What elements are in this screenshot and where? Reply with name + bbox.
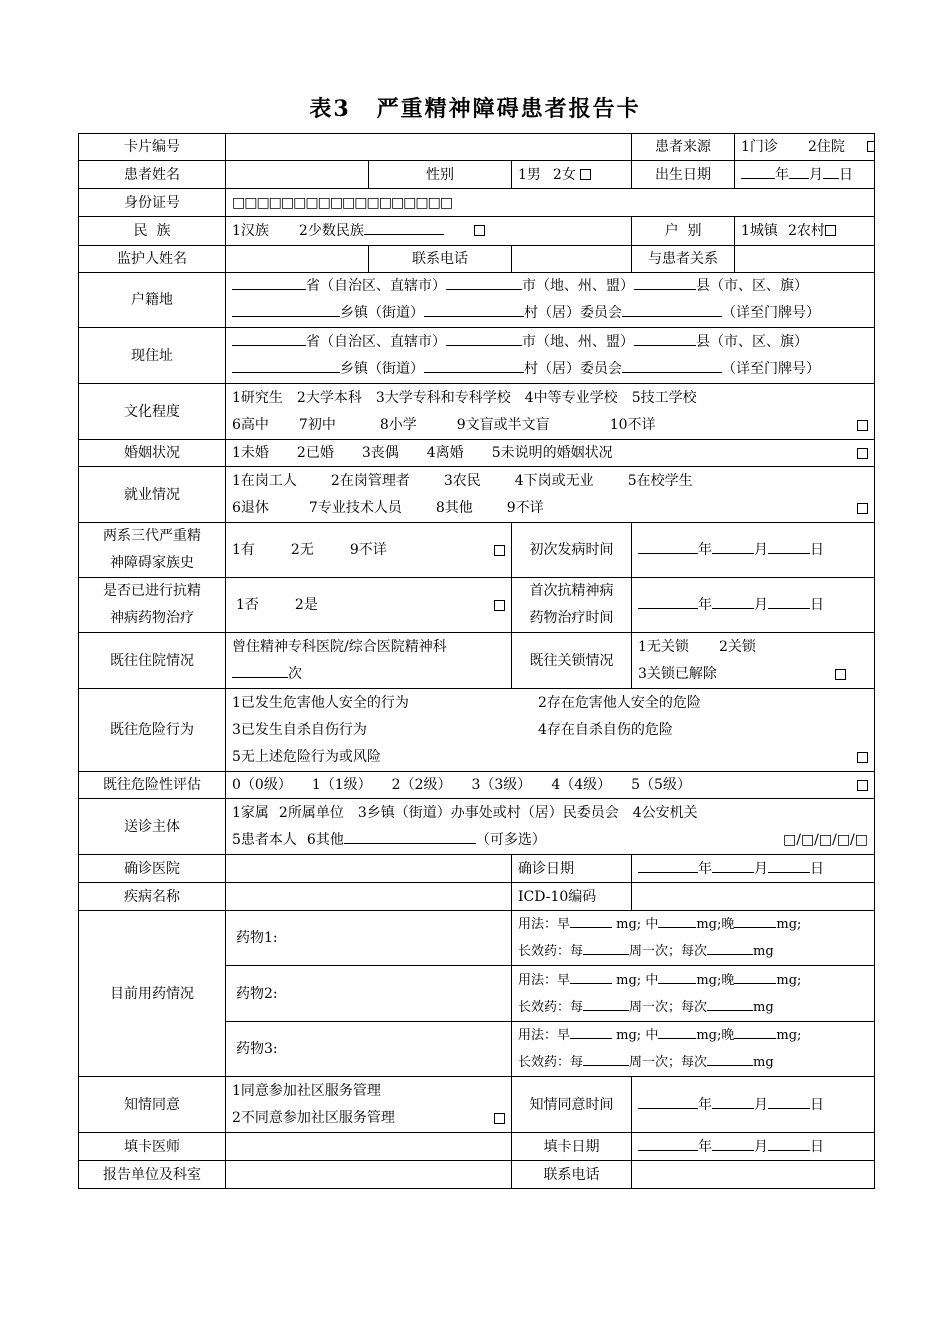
patient-source-options[interactable]: 1门诊 2住院 [735,134,875,161]
checkbox[interactable] [867,141,875,152]
sex-options[interactable]: 1男 2女 [512,161,632,189]
checkbox[interactable] [857,503,868,514]
label-icd10: ICD-10编码 [512,883,632,911]
consent-time-field[interactable]: 年 月 日 [632,1077,875,1133]
card-no-field[interactable] [226,134,632,161]
label-onset-time: 初次发病时间 [512,523,632,578]
employment-options[interactable]: 1在岗工人 2在岗管理者 3农民 4下岗或无业 5在校学生 6退休 7专业技术人员 8其他 9不详 [226,467,875,523]
ethnicity-options[interactable]: 1汉族 2少数民族 [226,217,632,246]
label-reporting-unit: 报告单位及科室 [79,1161,226,1189]
checkbox[interactable] [857,780,868,791]
birth-date-field[interactable]: 年 月 日 [735,161,875,189]
label-diagnosis-hospital: 确诊医院 [79,855,226,883]
label-antipsychotic-treatment: 是否已进行抗精 神病药物治疗 [79,578,226,633]
checkbox[interactable] [494,545,505,556]
treatment-options[interactable]: 1否 2是 [226,578,512,633]
label-patient-name: 患者姓名 [79,161,226,189]
label-current-address: 现住址 [79,328,226,384]
label-first-treatment-time: 首次抗精神病 药物治疗时间 [512,578,632,633]
label-family-history: 两系三代严重精 神障碍家族史 [79,523,226,578]
label-filling-doctor: 填卡医师 [79,1133,226,1161]
drug2-usage[interactable]: 用法：早 mg; 中 mg;晚 mg; 长效药：每 周一次；每次 mg [512,966,875,1022]
label-filling-date: 填卡日期 [512,1133,632,1161]
label-education: 文化程度 [79,384,226,440]
consent-options[interactable]: 1同意参加社区服务管理 2不同意参加社区服务管理 [226,1077,512,1133]
current-address-field[interactable]: 省（自治区、直辖市） 市（地、州、盟） 县（市、区、旗） 乡镇（街道） 村（居）委员会 （详至门牌号） [226,328,875,384]
first-treatment-time-field[interactable]: 年 月 日 [632,578,875,633]
drug1-field[interactable]: 药物1: [226,911,512,966]
label-marital-status: 婚姻状况 [79,440,226,467]
label-footer-phone: 联系电话 [512,1161,632,1189]
label-employment: 就业情况 [79,467,226,523]
checkbox[interactable] [494,600,505,611]
form-title: 表3 严重精神障碍患者报告卡 [309,96,641,122]
drug3-usage[interactable]: 用法：早 mg; 中 mg;晚 mg; 长效药：每 周一次；每次 mg [512,1022,875,1077]
disease-name-field[interactable] [226,883,512,911]
checkbox[interactable] [825,225,836,236]
diagnosis-date-field[interactable]: 年 月 日 [632,855,875,883]
hospitalization-field[interactable]: 曾住精神专科医院/综合医院精神科 次 [226,633,512,689]
relation-field[interactable] [735,246,875,273]
household-address-field[interactable]: 省（自治区、直辖市） 市（地、州、盟） 县（市、区、旗） 乡镇（街道） 村（居）委员会 （详至门牌号） [226,273,875,328]
label-lock-status: 既往关锁情况 [512,633,632,689]
label-sex: 性别 [369,161,512,189]
label-patient-source: 患者来源 [632,134,735,161]
label-danger-behavior: 既往危险行为 [79,689,226,772]
checkbox[interactable] [857,752,868,763]
label-informed-consent: 知情同意 [79,1077,226,1133]
label-referral-subject: 送诊主体 [79,799,226,855]
education-options[interactable]: 1研究生 2大学本科 3大学专科和专科学校 4中等专业学校 5技工学校 6高中 7初中 8小学 9文盲或半文盲 10不详 [226,384,875,440]
guardian-name-field[interactable] [226,246,369,273]
risk-assessment-options[interactable]: 0（0级） 1（1级） 2（2级） 3（3级） 4（4级） 5（5级） [226,772,875,799]
label-relation: 与患者关系 [632,246,735,273]
report-card-table [78,133,875,1189]
label-household-type: 户 别 [632,217,735,246]
filling-doctor-field[interactable] [226,1133,512,1161]
label-risk-assessment: 既往危险性评估 [79,772,226,799]
checkbox[interactable] [835,669,846,680]
icd10-field[interactable] [632,883,875,911]
label-current-medication: 目前用药情况 [79,911,226,1077]
drug2-field[interactable]: 药物2: [226,966,512,1022]
lock-options[interactable]: 1无关锁 2关锁 3关锁已解除 [632,633,875,689]
label-ethnicity: 民 族 [79,217,226,246]
patient-name-field[interactable] [226,161,369,189]
checkbox[interactable] [494,1113,505,1124]
contact-phone-field[interactable] [512,246,632,273]
label-diagnosis-date: 确诊日期 [512,855,632,883]
label-household-address: 户籍地 [79,273,226,328]
household-options[interactable]: 1城镇 2农村 [735,217,875,246]
referral-subject-options[interactable]: 1家属 2所属单位 3乡镇（街道）办事处或村（居）民委员会 4公安机关 5患者本人 6其他 （可多选） □/□/□/□/□ [226,799,875,855]
checkbox[interactable] [474,225,485,236]
diagnosis-hospital-field[interactable] [226,855,512,883]
footer-phone-field[interactable] [632,1161,875,1189]
label-disease-name: 疾病名称 [79,883,226,911]
checkbox[interactable] [580,169,591,180]
onset-time-field[interactable]: 年 月 日 [632,523,875,578]
drug1-usage[interactable]: 用法：早 mg; 中 mg;晚 mg; 长效药：每 周一次；每次 mg [512,911,875,966]
label-birth-date: 出生日期 [632,161,735,189]
multi-checkboxes[interactable]: □/□/□/□/□ [783,831,869,848]
danger-behavior-options[interactable]: 1已发生危害他人安全的行为 2存在危害他人安全的危险 3已发生自杀自伤行为 4存在自杀自伤的危险 5无上述危险行为或风险 [226,689,875,772]
label-contact-phone: 联系电话 [369,246,512,273]
reporting-unit-field[interactable] [226,1161,512,1189]
label-id-number: 身份证号 [79,189,226,217]
checkbox[interactable] [857,420,868,431]
label-consent-time: 知情同意时间 [512,1077,632,1133]
drug3-field[interactable]: 药物3: [226,1022,512,1077]
marital-options[interactable]: 1未婚 2已婚 3丧偶 4离婚 5未说明的婚姻状况 [226,440,875,467]
checkbox[interactable] [857,448,868,459]
label-guardian-name: 监护人姓名 [79,246,226,273]
label-hospitalization: 既往住院情况 [79,633,226,689]
filling-date-field[interactable]: 年 月 日 [632,1133,875,1161]
id-number-boxes[interactable]: □□□□□□□□□□□□□□□□□□ [226,189,875,217]
family-history-options[interactable]: 1有 2无 9不详 [226,523,512,578]
label-card-no: 卡片编号 [79,134,226,161]
